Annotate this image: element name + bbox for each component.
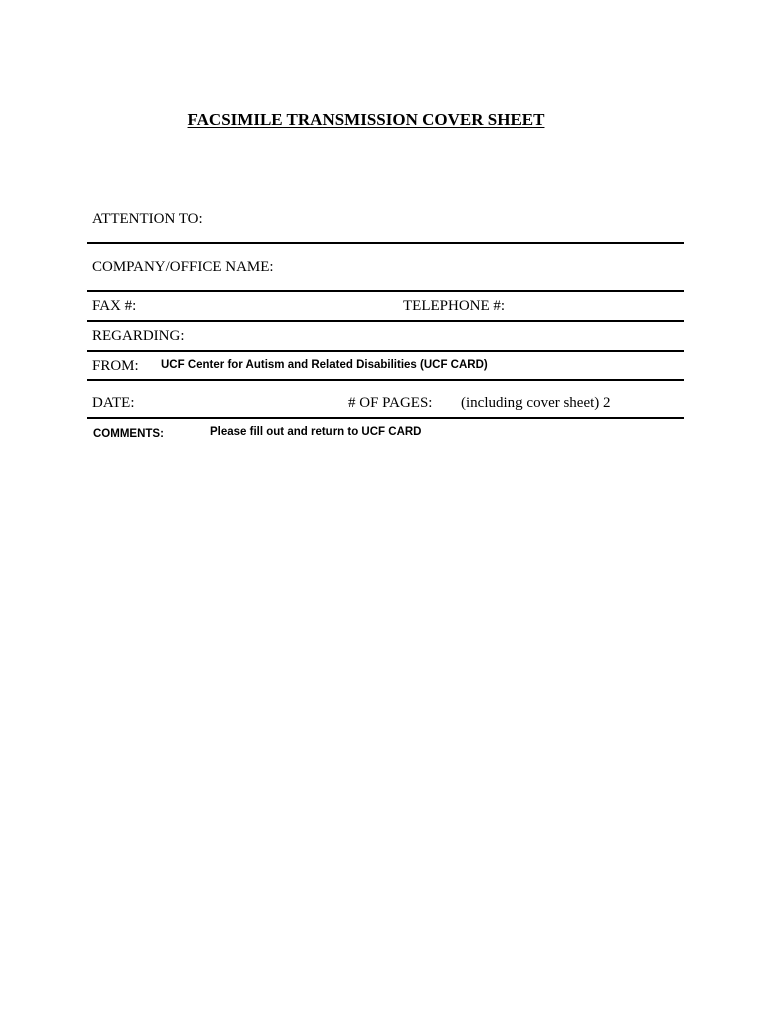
date-field[interactable] (142, 393, 332, 413)
regarding-row (87, 322, 684, 352)
fax-label: FAX #: (92, 298, 137, 314)
company-field[interactable] (282, 258, 672, 278)
fax-field[interactable] (147, 297, 387, 317)
attention-row (87, 200, 684, 244)
pages-value: (including cover sheet) 2 (461, 395, 611, 411)
telephone-label: TELEPHONE #: (403, 298, 506, 314)
regarding-label: REGARDING: (92, 328, 185, 344)
fax-telephone-row (87, 292, 684, 322)
pages-label: # OF PAGES: (348, 395, 433, 411)
from-value: UCF Center for Autism and Related Disabilities (UCF CARD) (161, 359, 488, 371)
from-row (87, 352, 684, 381)
comments-value: Please fill out and return to UCF CARD (210, 426, 422, 438)
regarding-field[interactable] (192, 327, 672, 347)
cover-sheet-form (87, 200, 684, 459)
attention-label: ATTENTION TO: (92, 211, 203, 227)
comments-row (87, 419, 684, 459)
company-label: COMPANY/OFFICE NAME: (92, 259, 274, 275)
attention-field[interactable] (212, 210, 672, 230)
telephone-field[interactable] (512, 297, 672, 317)
from-label: FROM: (92, 358, 139, 374)
comments-label: COMMENTS: (93, 428, 164, 440)
date-pages-row (87, 381, 684, 419)
page-title: FACSIMILE TRANSMISSION COVER SHEET (187, 110, 545, 129)
date-label: DATE: (92, 395, 135, 411)
company-row (87, 244, 684, 292)
